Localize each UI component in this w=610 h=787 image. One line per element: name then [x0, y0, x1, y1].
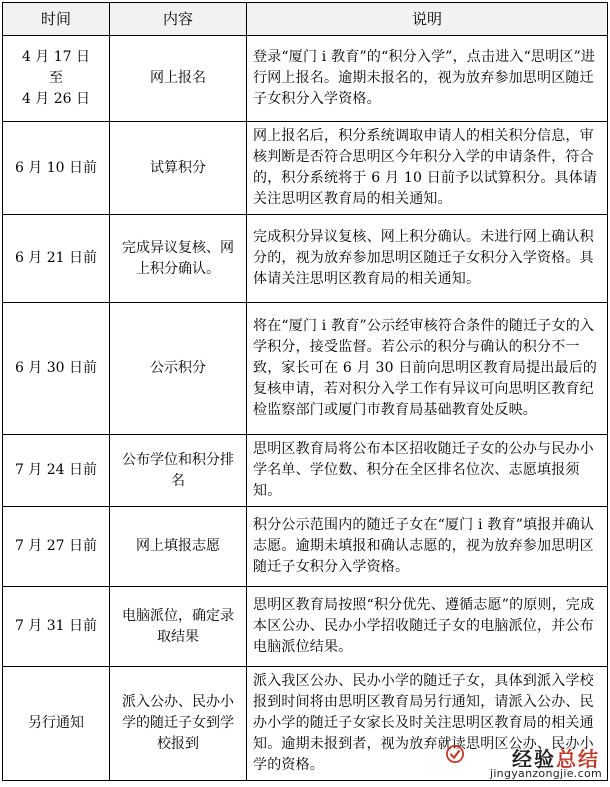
header-content: 内容	[110, 3, 247, 36]
time-line: 4 月 26 日	[21, 91, 91, 107]
content-cell: 电脑派位，确定录取结果	[110, 587, 247, 667]
watermark-text: 经验	[512, 747, 556, 771]
table-row	[3, 215, 608, 303]
header-row	[3, 3, 608, 36]
time-line: 7 月 24 日前	[14, 462, 98, 478]
time-cell	[3, 36, 110, 122]
time-cell	[3, 122, 110, 215]
time-line: 4 月 17 日	[21, 49, 91, 65]
content-cell: 公示积分	[110, 303, 247, 435]
time-cell	[3, 667, 110, 781]
description-cell: 完成积分异议复核、网上积分确认。未进行网上确认积分的，视为放弃参加思明区随迁子女积分入学资格。具体请关注思明区教育局的相关通知。	[247, 215, 608, 303]
content-cell: 派入公办、民办小学的随迁子女到学校报到	[110, 667, 247, 781]
time-cell	[3, 215, 110, 303]
description-cell: 将在“厦门 i 教育”公示经审核符合条件的随迁子女的入学积分，接受监督。若公示的积分与确认的积分不一致，家长可在 6 月 30 日前向思明区教育局提出最后的复核申请，若对积分入学工作有异议可向思明区教育纪检监察部门或厦门市教育局基础教育处反映。	[247, 303, 608, 435]
content-cell: 完成异议复核、网上积分确认。	[110, 215, 247, 303]
schedule-table	[2, 2, 608, 781]
table-row	[3, 435, 608, 507]
time-line: 7 月 31 日前	[14, 618, 98, 634]
table-row	[3, 36, 608, 122]
header-description: 说明	[247, 3, 608, 36]
time-line: 至	[49, 70, 63, 86]
description-cell: 登录“厦门 i 教育”的“积分入学”，点击进入“思明区”进行网上报名。逾期未报名的，视为放弃参加思明区随迁子女积分入学资格。	[247, 36, 608, 122]
time-cell	[3, 303, 110, 435]
watermark-url: jingyanzongjie.com	[489, 767, 602, 780]
description-cell: 思明区教育局将公布本区招收随迁子女的公办与民办小学名单、学位数、积分在全区排名位次、志愿填报须知。	[247, 435, 608, 507]
table-row	[3, 507, 608, 587]
time-line: 6 月 10 日前	[14, 159, 98, 176]
content-cell: 试算积分	[110, 122, 247, 215]
content-cell: 公布学位和积分排名	[110, 435, 247, 507]
time-line: 另行通知	[28, 715, 84, 731]
content-cell: 网上填报志愿	[110, 507, 247, 587]
description-cell: 派入我区公办、民办小学的随迁子女，具体到派入学校报到时间将由思明区教育局另行通知，请派入公办、民办小学的随迁子女家长及时关注思明区教育局的相关通知。逾期未报到者，视为放弃就读思明区公办、民办小学的资格。	[247, 667, 608, 781]
time-cell	[3, 435, 110, 507]
time-cell	[3, 507, 110, 587]
time-line: 7 月 27 日前	[14, 538, 98, 554]
header-time: 时间	[3, 3, 110, 36]
table-row	[3, 587, 608, 667]
table-row	[3, 303, 608, 435]
time-cell	[3, 587, 110, 667]
content-cell: 网上报名	[110, 36, 247, 122]
table-row	[3, 122, 608, 215]
time-line: 6 月 21 日前	[14, 250, 98, 266]
watermark-accent-text: 总结	[556, 747, 600, 771]
time-line: 6 月 30 日前	[14, 360, 98, 376]
description-cell: 网上报名后，积分系统调取申请人的相关积分信息，审核判断是否符合思明区今年积分入学的申请条件，符合的，积分系统将于 6 月 10 日前予以试算积分。具体请关注思明区教育局的相关通知。	[247, 122, 608, 215]
description-cell: 积分公示范围内的随迁子女在“厦门 i 教育”填报并确认志愿。逾期未填报和确认志愿的，视为放弃参加思明区随迁子女积分入学资格。	[247, 507, 608, 587]
description-cell: 思明区教育局按照“积分优先、遵循志愿”的原则，完成本区公办、民办小学招收随迁子女的电脑派位，并公布电脑派位结果。	[247, 587, 608, 667]
table-row	[3, 667, 608, 781]
